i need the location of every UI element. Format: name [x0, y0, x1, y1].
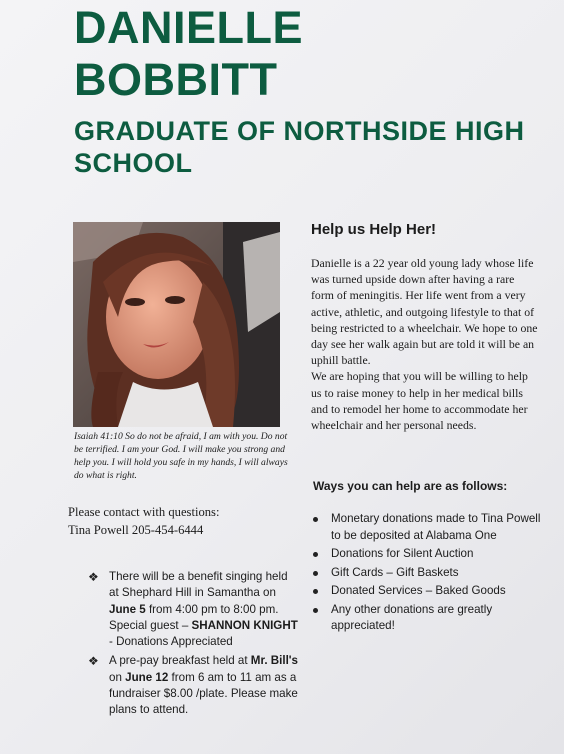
portrait-photo: [73, 222, 280, 427]
ways-item-text: Donated Services – Baked Goods: [331, 584, 506, 597]
subtitle-line-2: SCHOOL: [74, 148, 193, 178]
contact-block: [68, 503, 288, 539]
ways-list-item: [313, 546, 543, 563]
ways-list-item: [313, 583, 543, 600]
story-paragraph-1: Danielle is a 22 year old young lady whose life was turned upside down after having a rare form of meningitis. Her life went from a very active, athletic, and outgoing lifestyle to that of being restricted to a wheelchair. We hope to one day see her walk again but are told it will be an uphill battle.: [311, 256, 538, 368]
story-text: [311, 255, 539, 433]
event-text: on: [109, 670, 126, 684]
event-item-breakfast: [88, 653, 300, 718]
portrait-illustration: [73, 222, 280, 427]
help-heading: Help us Help Her!: [311, 221, 437, 238]
contact-line-2: Tina Powell 205-454-6444: [68, 523, 204, 537]
event-guest: SHANNON KNIGHT: [191, 618, 298, 632]
event-text: from 4:00 pm to 8:00 pm. Special guest –: [109, 602, 279, 632]
event-text: - Donations Appreciated: [109, 635, 233, 649]
contact-line-1: Please contact with questions:: [68, 505, 220, 519]
ways-item-text: Monetary donations made to Tina Powell to be deposited at Alabama One: [331, 512, 541, 542]
bullet-dot-icon: [313, 517, 318, 522]
event-date: June 5: [109, 602, 146, 616]
bullet-dot-icon: [313, 589, 318, 594]
event-text: from 6 am to 11 am as a fundraiser $8.00 /plate. Please make plans to attend.: [109, 670, 298, 717]
events-list: [88, 569, 300, 722]
photo-caption: Isaiah 41:10 So do not be afraid, I am with you. Do not be terrified. I am your God. I will make you strong and help you. I will hold you safe in my hands, I will always do what is right.: [74, 431, 288, 481]
ways-list: [313, 511, 543, 637]
ways-list-item: [313, 511, 543, 544]
story-paragraph-2: We are hoping that you will be willing to help us to raise money to help in her medical bills and to remodel her home to accommodate her wheelchair and her personal needs.: [311, 369, 528, 433]
bullet-dot-icon: [313, 608, 318, 613]
subtitle-line-1: GRADUATE OF NORTHSIDE HIGH: [74, 116, 525, 146]
event-venue: Mr. Bill's: [250, 654, 299, 668]
name-first-line: DANIELLE: [74, 2, 303, 53]
event-date: June 12: [125, 670, 169, 684]
diamond-bullet-icon: ❖: [88, 570, 99, 584]
ways-list-item: [313, 602, 543, 635]
name-second-line: BOBBITT: [74, 54, 278, 105]
event-text: There will be a benefit singing held at Shephard Hill in Samantha on: [109, 570, 288, 600]
ways-item-text: Any other donations are greatly appreciated!: [331, 602, 493, 632]
ways-heading: Ways you can help are as follows:: [313, 479, 508, 493]
bullet-dot-icon: [313, 552, 318, 557]
ways-item-text: Donations for Silent Auction: [331, 547, 474, 560]
diamond-bullet-icon: ❖: [88, 654, 99, 669]
event-text: A pre-pay breakfast held at: [109, 654, 251, 668]
ways-item-text: Gift Cards – Gift Baskets: [331, 565, 459, 579]
event-item-singing: [88, 569, 300, 650]
bullet-dot-icon: [313, 571, 318, 576]
ways-list-item: [313, 565, 543, 582]
